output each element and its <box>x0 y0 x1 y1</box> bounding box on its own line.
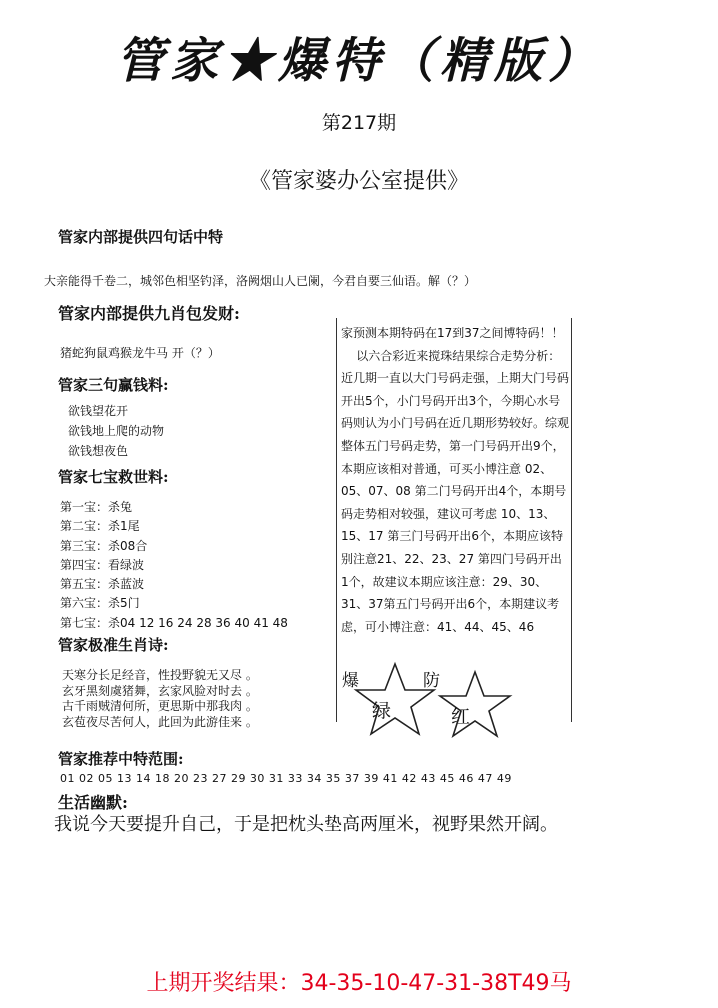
seven-treasures-list <box>60 498 288 633</box>
list-item: 欲钱地上爬的动物 <box>68 424 165 438</box>
list-item: 第一宝：杀兔 <box>60 500 133 514</box>
poem-line: 玄苞夜尽苦何人，此回为此游佳来 。 <box>62 714 258 729</box>
list-item: 第七宝：杀04 12 16 24 28 36 40 41 48 <box>60 615 288 630</box>
list-item: 第五宝：杀蓝波 <box>60 577 145 592</box>
green-star-icon <box>356 664 434 734</box>
four-lines-heading: 管家内部提供四句话中特 <box>58 228 224 246</box>
prediction-body: 以六合彩近来搅珠结果综合走势分析：近几期一直以大门号码走强，上期大门号码开出5个，小门号码开出3个，今期心水号码则认为小门号码在近几期形势较好。综观整体五门号码走势，第一门号码开出9个，本期应该相对普通，可买小博注意 02、05、07、08 第二门号码开出4个，本期号码走势相对较强，建议可考虑 10、13、15、17 第三门号码开出6个，本期应该特别注意21、22、23、27 第四门号码开出1个，故建议本期应该注意：29、30、31、37第五门号码开出6个，本期建议考虑，可小博注意：41、44、45、46 <box>341 348 570 634</box>
list-item: 第二宝：杀1尾 <box>60 519 140 534</box>
fang-label: 防 <box>423 671 440 691</box>
poem-line: 天寒分长足经音，性投野貌无又尽 。 <box>62 668 258 682</box>
red-star-label: 红 <box>451 706 471 728</box>
page-title: 管家★爆特（精版） <box>115 33 602 89</box>
list-item: 欲钱想夜色 <box>68 444 129 458</box>
nine-zodiac-heading: 管家内部提供九肖包发财: <box>58 304 240 323</box>
poem-line: 玄牙黑刻虞猪舞，玄家风脸对时去 。 <box>62 683 258 698</box>
four-lines-text: 大亲能得千卷二，城邻色相坚钓泽，洛阙烟山人已阑，今君自要三仙语。解（？） <box>44 274 477 288</box>
provider-line: 《管家婆办公室提供》 <box>248 169 469 194</box>
list-item: 第三宝：杀08合 <box>60 538 148 553</box>
nine-zodiac-text: 猪蛇狗鼠鸡猴龙牛马 开（？） <box>60 346 220 360</box>
green-star-label: 绿 <box>372 700 392 722</box>
seven-treasures-heading: 管家七宝救世料: <box>58 468 169 486</box>
poem-line: 古千雨贼清何所，更思斯中那我肉 。 <box>62 699 258 713</box>
humor-text: 我说今天要提升自己，于是把枕头垫高两厘米，视野果然开阔。 <box>54 814 558 835</box>
poem-lines <box>62 668 258 730</box>
three-lines-list <box>68 401 164 461</box>
list-item: 欲钱望花开 <box>68 404 129 418</box>
prediction-intro: 家预测本期特码在17到37之间博特码！！ <box>341 326 564 340</box>
stars-graphic <box>338 660 518 744</box>
list-item: 第四宝：看绿波 <box>60 557 145 572</box>
range-numbers: 01 02 05 13 14 18 20 23 27 29 30 31 33 34 35 37 39 41 42 43 45 46 47 49 <box>60 772 512 785</box>
last-result: 上期开奖结果：34-35-10-47-31-38T49马 <box>146 971 572 996</box>
list-item: 第六宝：杀5门 <box>60 596 140 611</box>
range-heading: 管家推荐中特范围: <box>58 750 184 768</box>
issue-number: 第217期 <box>321 112 397 134</box>
prediction-text <box>341 322 569 638</box>
humor-heading: 生活幽默: <box>58 793 128 812</box>
three-lines-heading: 管家三句赢钱料: <box>58 376 169 394</box>
poem-heading: 管家极准生肖诗: <box>58 636 169 654</box>
bao-label: 爆 <box>342 671 359 691</box>
